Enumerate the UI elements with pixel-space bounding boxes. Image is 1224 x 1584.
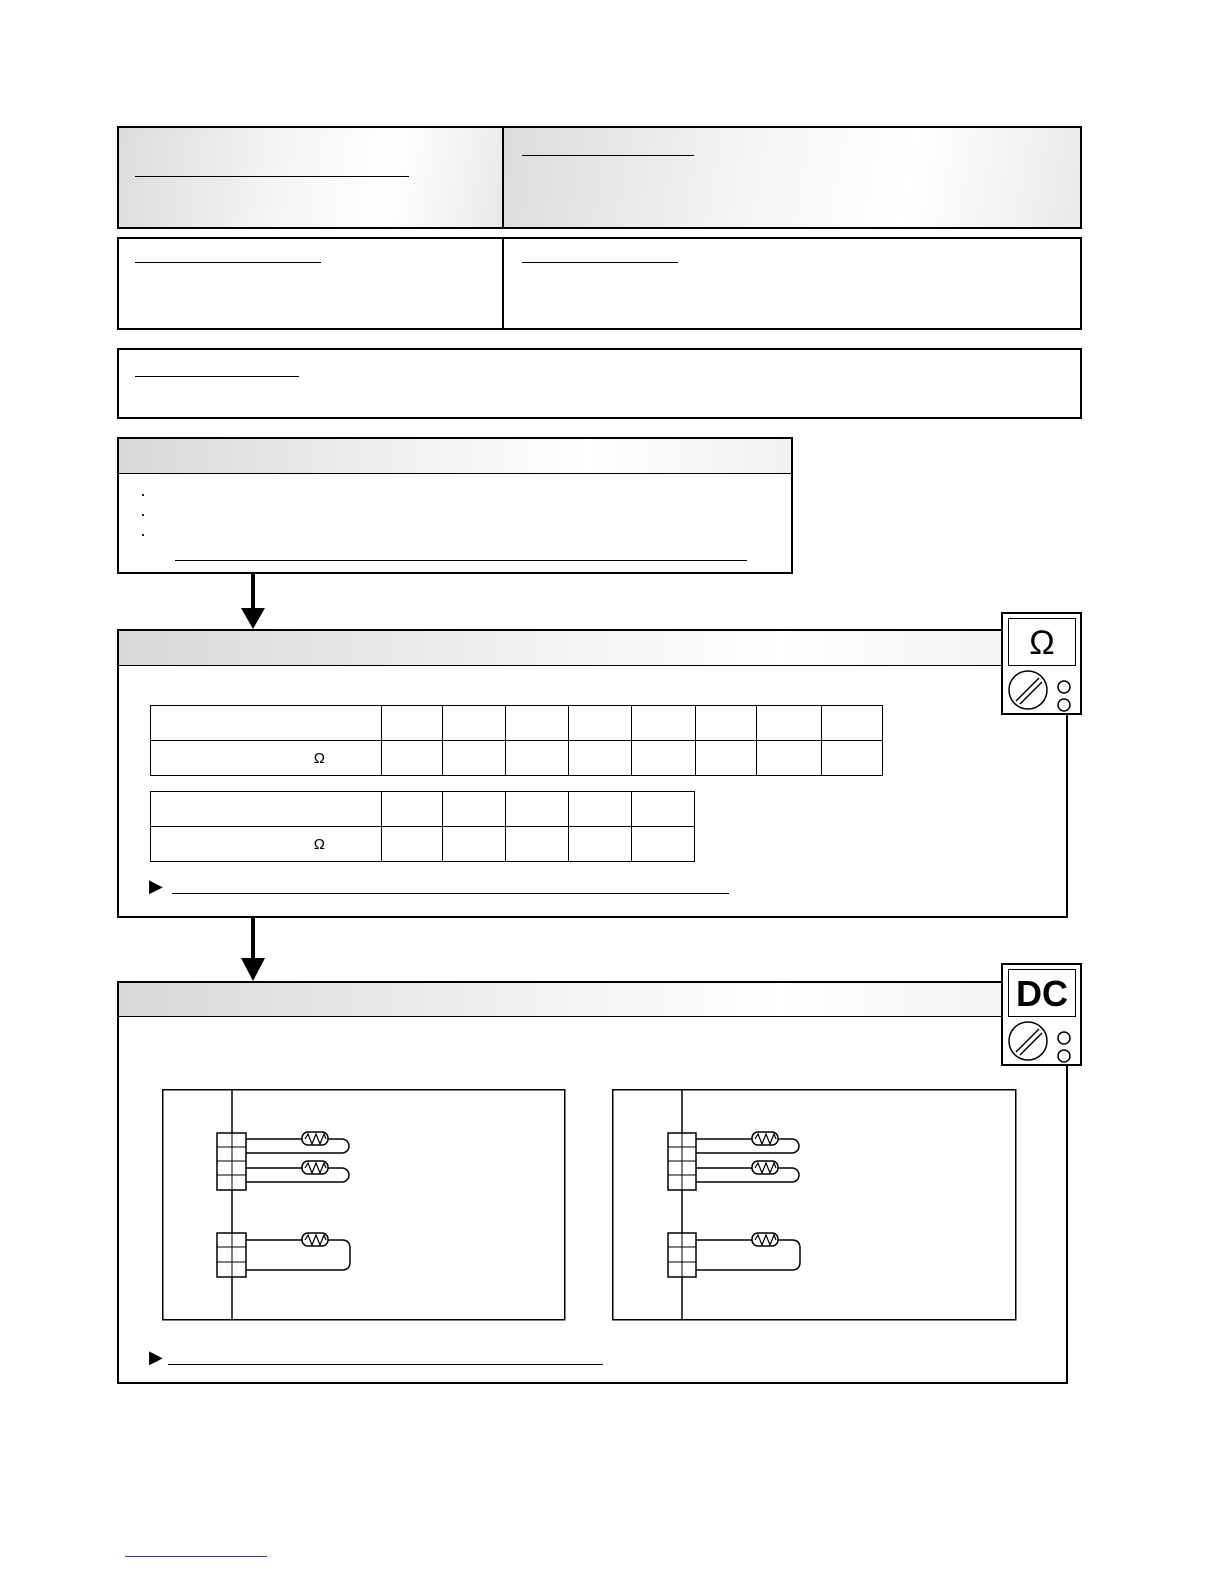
check-box — [117, 437, 793, 574]
flow-arrow-2 — [240, 918, 266, 982]
voltage-pointer: ▶ — [149, 1347, 163, 1367]
footer-link-underline[interactable] — [125, 1556, 267, 1557]
resistance-pointer: ▶ — [149, 876, 163, 896]
header-left-underline — [135, 176, 409, 177]
header-box-left — [117, 126, 504, 229]
resistance-unit-2: Ω — [151, 827, 382, 862]
info-left-underline — [135, 262, 321, 263]
resistance-table-2 — [150, 791, 695, 862]
check-bullet-3: · — [140, 524, 146, 544]
check-box-header — [119, 439, 791, 474]
resistance-step-header — [119, 631, 1066, 666]
dc-meter-display: DC — [1008, 969, 1076, 1017]
info-box-left — [117, 237, 504, 330]
voltage-note-underline — [168, 1364, 603, 1365]
ohmmeter-display: Ω — [1008, 618, 1076, 666]
dc-voltmeter-icon — [1001, 963, 1082, 1066]
voltage-step-header — [119, 983, 1066, 1017]
header-box-right — [502, 126, 1082, 229]
description-underline — [135, 376, 299, 377]
resistance-note-underline — [172, 893, 729, 894]
resistance-table-1 — [150, 705, 883, 776]
flow-arrow-1 — [240, 574, 266, 630]
info-box-right — [502, 237, 1082, 330]
header-right-underline — [522, 155, 694, 156]
resistance-unit-1: Ω — [151, 741, 382, 776]
wiring-diagram-right — [612, 1089, 1017, 1321]
description-box — [117, 348, 1082, 419]
check-bullet-2: · — [140, 504, 146, 524]
wiring-diagram-left — [162, 1089, 566, 1321]
check-bullet-1: · — [140, 484, 146, 504]
ohmmeter-icon — [1001, 612, 1082, 715]
check-box-underline — [175, 560, 747, 561]
dc-meter-dial — [1003, 965, 1084, 1068]
info-right-underline — [522, 262, 678, 263]
ohmmeter-dial — [1003, 614, 1084, 717]
